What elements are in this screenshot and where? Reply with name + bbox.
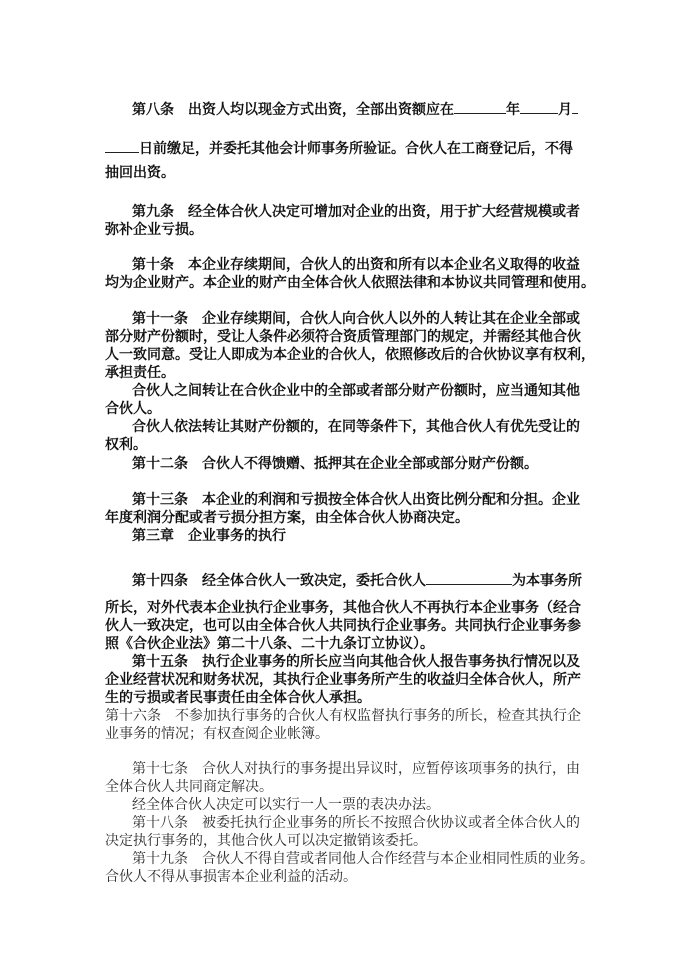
article-17-para-2: 经全体合伙人决定可以实行一人一票的表决办法。: [132, 797, 440, 813]
article-14-line-3: 伙人一致决定，也可以由全体合伙人共同执行企业事务。共同执行企业事务参: [105, 618, 581, 634]
article-11-line-4: 承担责任。: [105, 365, 175, 381]
article-16-line-1: 第十六条 不参加执行事务的合伙人有权监督执行事务的所长，检查其执行企: [105, 708, 581, 724]
article-9-line-1: 第九条 经全体合伙人决定可增加对企业的出资，用于扩大经营规模或者: [132, 204, 580, 220]
article-13-line-1: 第十三条 本企业的利润和亏损按全体合伙人出资比例分配和分担。企业: [132, 492, 580, 508]
article-9-line-2: 弥补企业亏损。: [105, 222, 203, 238]
article-16-line-2: 业事务的情况；有权查阅企业帐簿。: [105, 726, 329, 742]
fill-blank-month: [520, 99, 558, 114]
article-15-line-1: 第十五条 执行企业事务的所长应当向其他合伙人报告事务执行情况以及: [132, 654, 580, 670]
article-19-line-1: 第十九条 合伙人不得自营或者同他人合作经营与本企业相同性质的业务。: [132, 851, 594, 867]
article-15-line-3: 生的亏损或者民事责任由全体合伙人承担。: [105, 690, 371, 706]
article-14-line-2: 所长，对外代表本企业执行企业事务，其他合伙人不再执行本企业事务（经合: [105, 600, 581, 616]
article-15-line-2: 企业经营状况和财务状况，其执行企业事务所产生的收益归全体合伙人，所产: [105, 672, 581, 688]
article-12-line-1: 第十二条 合伙人不得馈赠、抵押其在企业全部或部分财产份额。: [132, 456, 538, 472]
article-11-para-3-line-1: 合伙人依法转让其财产份额的，在同等条件下，其他合伙人有优先受让的: [132, 419, 580, 435]
article-10-line-2: 均为企业财产。本企业的财产由全体合伙人依照法律和本协议共同管理和使用。: [105, 275, 595, 291]
fill-blank-day-start: [572, 99, 578, 114]
fill-blank-partner: [426, 570, 512, 585]
article-18-line-1: 第十八条 被委托执行企业事务的所长不按照合伙协议或者全体合伙人的: [132, 815, 580, 831]
month-label: 月: [558, 102, 572, 118]
article-8-line-2: 日前缴足，并委托其他会计师事务所验证。合伙人在工商登记后，不得: [105, 138, 573, 158]
article-11-line-1: 第十一条 企业存续期间，合伙人向合伙人以外的人转让其在企业全部或: [132, 311, 580, 327]
article-11-para-2-line-2: 合伙人。: [105, 401, 161, 417]
article-14-line-1: 第十四条 经全体合伙人一致决定，委托合伙人 为本事务所: [132, 570, 582, 590]
article-11-para-3-line-2: 权利。: [105, 437, 147, 453]
article-18-line-2: 决定执行事务的，其他合伙人可以决定撤销该委托。: [105, 833, 427, 849]
fill-blank-day: [105, 138, 139, 153]
article-11-line-3: 人一致同意。受让人即成为本企业的合伙人，依照修改后的合伙协议享有权利，: [105, 347, 595, 363]
article-8-line-3: 抽回出资。: [105, 165, 175, 181]
article-14-line-4: 照《合伙企业法》第二十八条、二十九条订立协议）。: [105, 636, 434, 652]
article-11-line-2: 部分财产份额时，受让人条件必须符合资质管理部门的规定，并需经其他合伙: [105, 329, 581, 345]
fill-blank-year: [454, 99, 506, 114]
article-17-line-2: 全体合伙人共同商定解决。: [105, 779, 273, 795]
article-10-line-1: 第十条 本企业存续期间，合伙人的出资和所有以本企业名义取得的收益: [132, 257, 580, 273]
article-13-line-2: 年度利润分配或者亏损分担方案，由全体合伙人协商决定。: [105, 510, 469, 526]
article-19-line-2: 合伙人不得从事损害本企业利益的活动。: [105, 869, 357, 885]
chapter-3-heading: 第三章 企业事务的执行: [132, 528, 286, 544]
article-17-line-1: 第十七条 合伙人对执行的事务提出异议时，应暂停该项事务的执行，由: [132, 761, 580, 777]
article-8-line-1: 第八条 出资人均以现金方式出资，全部出资额应在 年 月: [132, 99, 578, 119]
article-11-para-2-line-1: 合伙人之间转让在合伙企业中的全部或者部分财产份额时，应当通知其他: [132, 383, 580, 399]
